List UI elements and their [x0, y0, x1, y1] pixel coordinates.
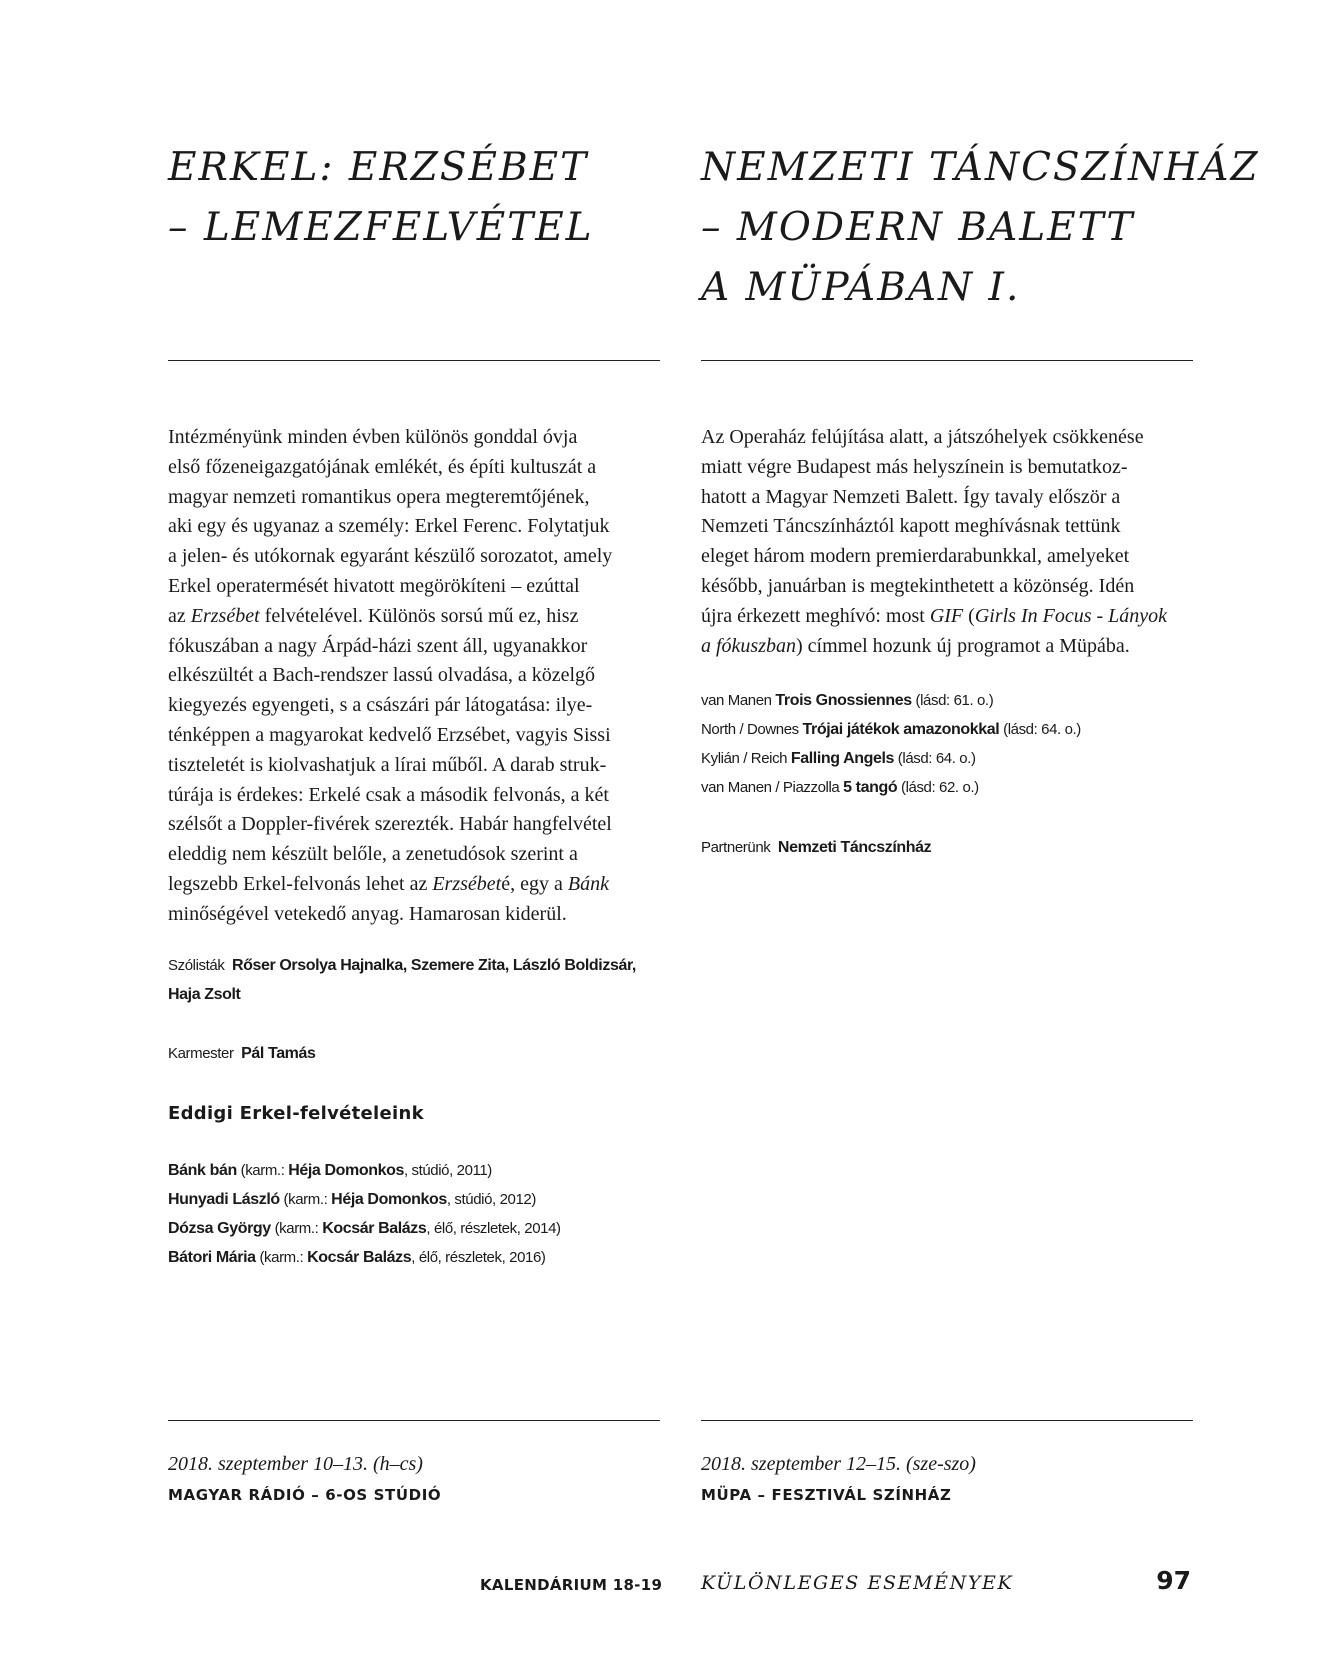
soloists-names: Rőser Orsolya Hajnalka, Szemere Zita, László Boldizsár,	[231, 957, 636, 974]
title-line: NEMZETI TÁNCSZÍNHÁZ	[701, 145, 1260, 190]
body-line: újra érkezett meghívó: most GIF (Girls In Focus - Lányok	[701, 604, 1168, 627]
right-title-divider	[701, 360, 1193, 361]
soloists-names-cont: Haja Zsolt	[168, 986, 241, 1003]
body-line: kiegyezés egyengeti, s a császári pár látogatása: ilye-	[168, 694, 593, 717]
body-line: szélsőt a Doppler-fivérek szerezték. Habár hangfelvétel	[168, 813, 612, 836]
left-article-title	[168, 138, 594, 258]
section-name: KÜLÖNLEGES ESEMÉNYEK	[701, 1572, 1014, 1594]
list-item: Dózsa György (karm.: Kocsár Balázs, élő, részletek, 2014)	[168, 1220, 561, 1237]
right-article-body	[701, 423, 1193, 661]
list-item: van Manen / Piazzolla 5 tangó (lásd: 62. o.)	[701, 779, 979, 796]
body-line: Intézményünk minden évben különös gonddal óvja	[168, 426, 578, 448]
body-line: a fókuszban) címmel hozunk új programot a Müpába.	[701, 634, 1130, 657]
body-line: tiszteletét is kiolvashatjuk a lírai műből. A darab struk-	[168, 753, 607, 776]
list-item: van Manen Trois Gnossiennes (lásd: 61. o.)	[701, 692, 994, 709]
conductor-credit	[168, 1039, 316, 1068]
program-list	[701, 686, 1081, 802]
body-line: magyar nemzeti romantikus opera megteremtőjének,	[168, 485, 590, 508]
title-line: – LEMEZFELVÉTEL	[168, 205, 594, 250]
body-line: Erkel operatermését hivatott megörökíteni – ezúttal	[168, 574, 580, 597]
soloists-label: Szólisták	[168, 957, 225, 974]
partner-credit	[701, 833, 931, 862]
recordings-heading: Eddigi Erkel-felvételeink	[168, 1103, 424, 1124]
right-footer-divider	[701, 1420, 1193, 1421]
body-line: Nemzeti Táncszínháztól kapott meghívásnak tettünk	[701, 515, 1121, 538]
body-line: fókuszában a nagy Árpád-házi szent áll, ugyanakkor	[168, 634, 588, 657]
left-event-date: 2018. szeptember 10–13. (h–cs)	[168, 1453, 423, 1475]
body-line: elkészültét a Bach-rendszer lassú olvadása, a közelgő	[168, 664, 596, 687]
list-item: Hunyadi László (karm.: Héja Domonkos, stúdió, 2012)	[168, 1191, 536, 1208]
body-line: minőségével vetekedő anyag. Hamarosan kiderül.	[168, 902, 567, 925]
title-line: ERKEL: ERZSÉBET	[168, 145, 589, 190]
soloists-credit	[168, 951, 636, 1009]
body-line: első főzeneigazgatójának emlékét, és építi kultuszát a	[168, 455, 597, 478]
list-item: Bátori Mária (karm.: Kocsár Balázs, élő, részletek, 2016)	[168, 1249, 546, 1266]
conductor-label: Karmester	[168, 1045, 234, 1062]
left-article-body	[168, 423, 660, 930]
list-item: Bánk bán (karm.: Héja Domonkos, stúdió, 2011)	[168, 1162, 492, 1179]
recordings-list	[168, 1156, 561, 1272]
body-line: aki egy és ugyanaz a személy: Erkel Ferenc. Folytatjuk	[168, 515, 610, 538]
body-line: ténképpen a magyarokat kedvelő Erzsébet, vagyis Sissi	[168, 723, 611, 746]
list-item: Kylián / Reich Falling Angels (lásd: 64. o.)	[701, 750, 976, 767]
body-line: eleget három modern premierdarabunkkal, amelyeket	[701, 545, 1130, 568]
body-line: Az Operaház felújítása alatt, a játszóhelyek csökkenése	[701, 426, 1144, 448]
title-line: A MÜPÁBAN I.	[701, 265, 1021, 310]
partner-name: Nemzeti Táncszínház	[777, 839, 932, 856]
body-line: eleddig nem készült belőle, a zenetudósok szerint a	[168, 843, 578, 866]
body-line: a jelen- és utókornak egyaránt készülő sorozatot, amely	[168, 545, 613, 568]
body-line: túrája is érdekes: Erkelé csak a második felvonás, a két	[168, 783, 609, 806]
left-title-divider	[168, 360, 660, 361]
conductor-name: Pál Tamás	[241, 1045, 316, 1062]
list-item: North / Downes Trójai játékok amazonokkal (lásd: 64. o.)	[701, 721, 1081, 738]
publication-name: KALENDÁRIUM 18-19	[480, 1576, 663, 1594]
left-event-venue: MAGYAR RÁDIÓ – 6-OS STÚDIÓ	[168, 1486, 442, 1504]
body-line: az Erzsébet felvételével. Különös sorsú mű ez, hisz	[168, 604, 579, 627]
body-line: később, januárban is megtekinthetett a közönség. Idén	[701, 574, 1135, 597]
left-footer-divider	[168, 1420, 660, 1421]
right-article-title	[701, 138, 1260, 318]
partner-label: Partnerünk	[701, 839, 771, 856]
title-line: – MODERN BALETT	[701, 205, 1135, 250]
body-line: miatt végre Budapest más helyszínein is bemutatkoz-	[701, 455, 1128, 478]
right-event-date: 2018. szeptember 12–15. (sze-szo)	[701, 1453, 976, 1475]
body-line: hatott a Magyar Nemzeti Balett. Így tavaly először a	[701, 485, 1121, 508]
page-number: 97	[1156, 1566, 1191, 1595]
body-line: legszebb Erkel-felvonás lehet az Erzsébeté, egy a Bánk	[168, 872, 609, 895]
right-event-venue: MÜPA – FESZTIVÁL SZÍNHÁZ	[701, 1486, 952, 1504]
